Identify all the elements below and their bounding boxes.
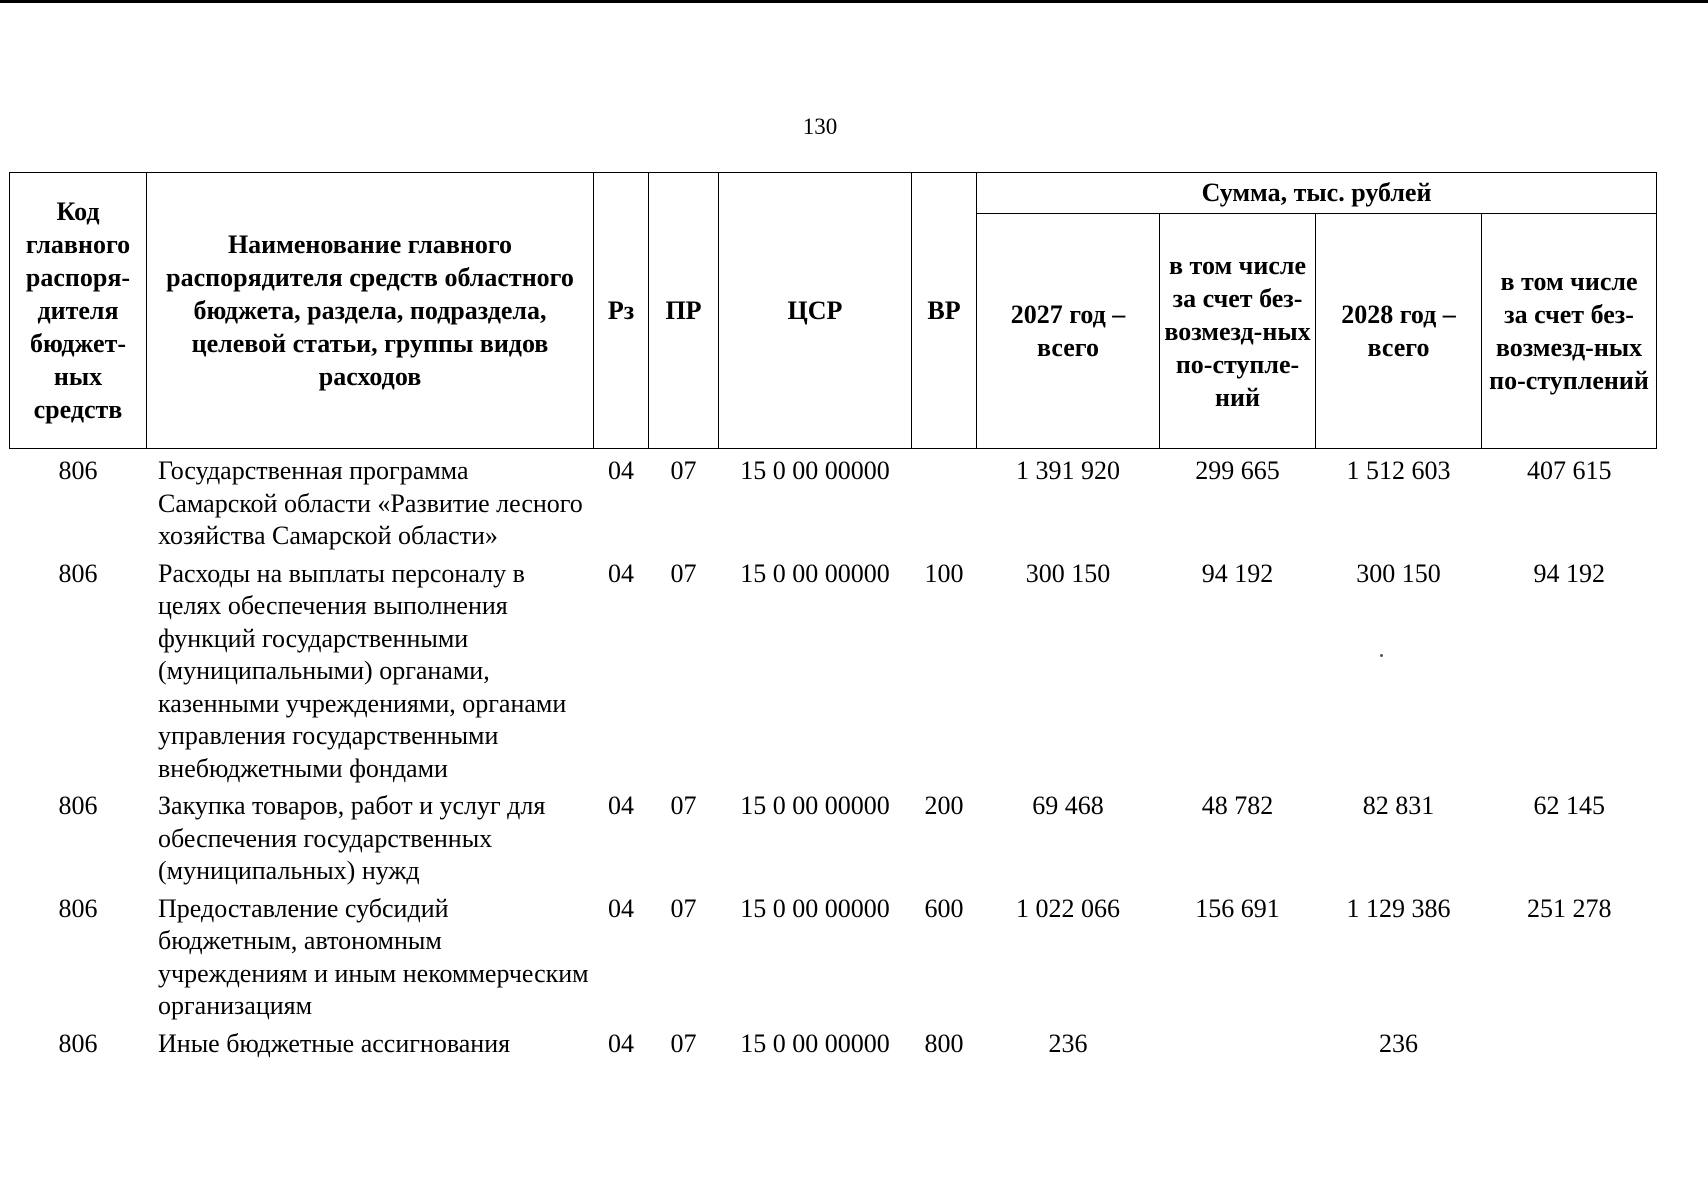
- cell-name: Иные бюджетные ассигнования: [158, 1028, 511, 1058]
- cell-2027-grants: 48 782: [1201, 791, 1274, 820]
- cell-rz: 04: [608, 893, 634, 923]
- cell-2027-total: 236: [1048, 1028, 1088, 1058]
- header-vr: ВР: [912, 173, 977, 449]
- table-row: [10, 889, 1657, 1024]
- cell-2028-total: 82 831: [1362, 791, 1435, 820]
- cell-name: Расходы на выплаты персоналу в целях обеспечения выполнения функций государственными (муниципальными) органами, казенными учреждениями, органами управления государственными внебюджетными фондами: [158, 558, 567, 783]
- cell-pr: 07: [670, 1028, 697, 1058]
- cell-pr: 07: [670, 893, 697, 923]
- cell-rz: 04: [608, 1028, 634, 1058]
- cell-rz: 04: [608, 456, 634, 485]
- header-name: Наименование главного распорядителя средств областного бюджета, раздела, подраздела, целевой статьи, группы видов расходов: [147, 173, 594, 449]
- cell-2027-total: 300 150: [1025, 558, 1111, 588]
- cell-2028-grants: 94 192: [1533, 558, 1605, 588]
- cell-2028-total: 1 129 386: [1346, 893, 1451, 923]
- table-row: [10, 449, 1657, 554]
- cell-vr: 800: [924, 1028, 964, 1058]
- cell-pr: 07: [670, 791, 697, 820]
- cell-name: Государственная программа Самарской области «Развитие лесного хозяйства Самарской области»: [158, 456, 583, 550]
- cell-2027-grants: 94 192: [1201, 558, 1274, 588]
- budget-table: [9, 172, 1657, 1061]
- header-2028-total: 2028 год – всего: [1316, 214, 1482, 449]
- cell-csr: 15 0 00 00000: [740, 456, 890, 485]
- cell-code: 806: [58, 893, 98, 923]
- scan-speck: [1380, 654, 1383, 657]
- cell-2027-grants: [1160, 1024, 1316, 1062]
- cell-2028-grants: [1482, 1024, 1657, 1062]
- cell-2027-total: 1 391 920: [1016, 456, 1120, 485]
- cell-vr: 600: [924, 893, 964, 923]
- header-2028-grants: в том числе за счет без-возмезд-ных по-ступлений: [1482, 214, 1657, 449]
- cell-2027-grants: 156 691: [1195, 893, 1280, 923]
- page-number: 130: [802, 114, 838, 139]
- cell-csr: 15 0 00 00000: [740, 1028, 890, 1058]
- cell-2027-total: 1 022 066: [1016, 893, 1120, 923]
- header-rz: Рз: [594, 173, 649, 449]
- cell-vr: [912, 449, 977, 554]
- header-2027-total: 2027 год – всего: [977, 214, 1160, 449]
- cell-code: 806: [58, 1028, 98, 1058]
- cell-pr: 07: [670, 456, 697, 485]
- cell-csr: 15 0 00 00000: [740, 791, 890, 820]
- cell-name: Закупка товаров, работ и услуг для обеспечения государственных (муниципальных) нужд: [158, 791, 546, 885]
- cell-2028-grants: 407 615: [1527, 456, 1612, 485]
- table-row: [10, 786, 1657, 889]
- cell-2028-total: 1 512 603: [1346, 456, 1451, 485]
- header-code: Код главного распоря-дителя бюджет-ных средств: [10, 173, 147, 449]
- cell-vr: 100: [924, 558, 964, 588]
- cell-rz: 04: [608, 791, 634, 820]
- header-pr: ПР: [649, 173, 719, 449]
- cell-name: Предоставление субсидий бюджетным, автономным учреждениям и иным некоммерческим организациям: [158, 893, 589, 1020]
- cell-csr: 15 0 00 00000: [740, 893, 890, 923]
- cell-code: 806: [58, 456, 98, 485]
- cell-2028-grants: 62 145: [1533, 791, 1605, 820]
- top-border-line: [0, 0, 1708, 3]
- cell-rz: 04: [608, 558, 634, 588]
- header-csr: ЦСР: [719, 173, 912, 449]
- cell-code: 806: [58, 558, 98, 588]
- header-2027-grants: в том числе за счет без-возмезд-ных по-ступле-ний: [1160, 214, 1316, 449]
- header-sum-group: Сумма, тыс. рублей: [977, 173, 1657, 214]
- cell-pr: 07: [670, 558, 697, 588]
- cell-csr: 15 0 00 00000: [740, 558, 890, 588]
- cell-code: 806: [58, 791, 98, 820]
- cell-vr: 200: [924, 791, 964, 820]
- cell-2028-total: 236: [1379, 1028, 1418, 1058]
- cell-2028-total: 300 150: [1356, 558, 1441, 588]
- cell-2027-total: 69 468: [1032, 791, 1104, 820]
- cell-2027-grants: 299 665: [1195, 456, 1280, 485]
- cell-2028-grants: 251 278: [1527, 893, 1612, 923]
- table-row: [10, 1024, 1657, 1062]
- table-row: [10, 554, 1657, 787]
